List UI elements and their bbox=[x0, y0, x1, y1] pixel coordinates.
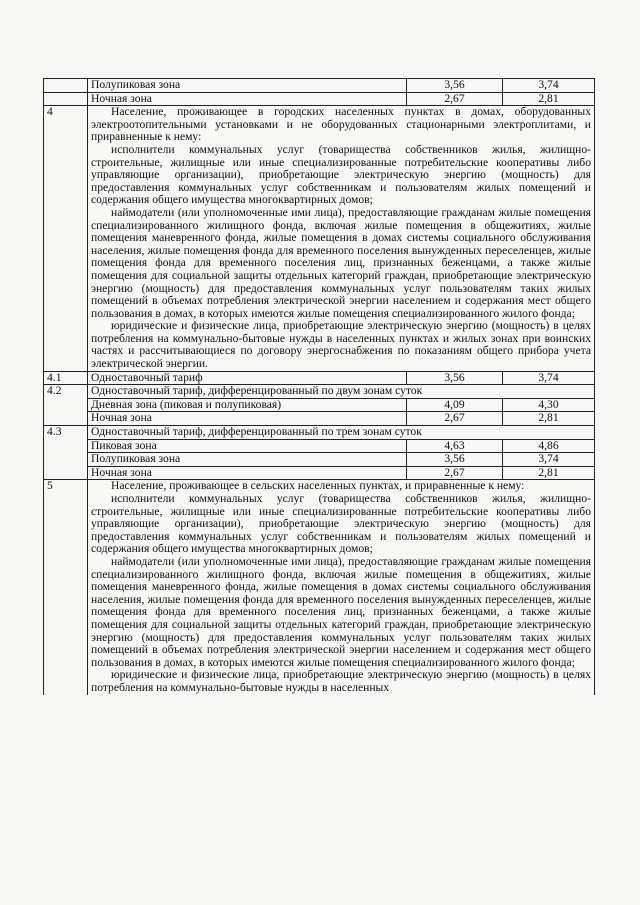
row-number bbox=[44, 79, 88, 93]
paragraph: Население, проживающее в сельских населенных пунктах, и приравненные к нему: bbox=[111, 479, 525, 493]
zone-label: Полупиковая зона bbox=[88, 453, 407, 467]
paragraph: исполнители коммунальных услуг (товарищества собственников жилья, жилищно-строительные, жилищные или иные специализированные потребительские кооперативы либо управляющие организации), приобретающие электрическую энергию (мощность) для предоставления коммунальных услуг собственникам и пользователям жилых помещений и содержания общего имущества многоквартирных домов; bbox=[91, 492, 591, 556]
tariff-label: Одноставочный тариф, дифференцированный по двум зонам суток bbox=[88, 385, 595, 399]
paragraph: юридические и физические лица, приобретающие электрическую энергию (мощность) в целях потребления на коммунально-бытовые нужды в населенных пунктах и жилых зонах при воинских частях и рассчитывающиеся по договору энергоснабжения по показаниям общего прибора учета электрической энергии. bbox=[91, 319, 591, 371]
tariff-value-2: 4,30 bbox=[503, 398, 595, 412]
table-row bbox=[44, 439, 595, 453]
section-description bbox=[88, 480, 595, 695]
tariff-label: Одноставочный тариф bbox=[88, 371, 407, 385]
tariff-value-2: 2,81 bbox=[503, 466, 595, 480]
table-row bbox=[44, 92, 595, 106]
table-row bbox=[44, 398, 595, 412]
table-row bbox=[44, 412, 595, 426]
tariff-value-2: 2,81 bbox=[503, 412, 595, 426]
table-row bbox=[44, 466, 595, 480]
tariff-label: Одноставочный тариф, дифференцированный по трем зонам суток bbox=[88, 426, 595, 440]
zone-label: Ночная зона bbox=[88, 92, 407, 106]
zone-label: Пиковая зона bbox=[88, 439, 407, 453]
tariff-table bbox=[43, 78, 595, 695]
paragraph: наймодатели (или уполномоченные ими лица), предоставляющие гражданам жилые помещения специализированного жилищного фонда, включая жилые помещения в общежитиях, жилые помещения маневренного фонда, жилые помещения в домах системы социального обслуживания населения, жилые помещения фонда для временного поселения вынужденных переселенцев, жилые помещения фонда для временного поселения лиц, признанных беженцами, а также жилые помещения для социальной защиты отдельных категорий граждан, приобретающие электрическую энергию (мощность) для предоставления коммунальных услуг пользователям таких жилых помещений в объемах потребления электрической энергии населением и содержания мест общего пользования в домах, в которых имеются жилые помещения специализированного жилого фонда; bbox=[91, 554, 591, 669]
paragraph: исполнители коммунальных услуг (товарищества собственников жилья, жилищно-строительные, жилищные или иные специализированные потребительские кооперативы либо управляющие организации), приобретающие электрическую энергию (мощность) для предоставления коммунальных услуг собственникам и пользователям жилых помещений и содержания общего имущества многоквартирных домов; bbox=[91, 142, 591, 207]
table-row bbox=[44, 453, 595, 467]
tariff-value-1: 2,67 bbox=[407, 466, 503, 480]
tariff-value-1: 4,63 bbox=[407, 439, 503, 453]
tariff-value-2: 4,86 bbox=[503, 439, 595, 453]
section-row-5 bbox=[44, 480, 595, 695]
tariff-value-1: 2,67 bbox=[407, 412, 503, 426]
zone-label: Дневная зона (пиковая и полупиковая) bbox=[88, 398, 407, 412]
row-number bbox=[44, 92, 88, 106]
tariff-value-1: 3,56 bbox=[407, 79, 503, 93]
tariff-value-1: 3,56 bbox=[407, 371, 503, 385]
row-number: 4.1 bbox=[44, 371, 88, 385]
row-number: 5 bbox=[44, 480, 88, 695]
row-number: 4 bbox=[44, 106, 88, 371]
zone-label: Полупиковая зона bbox=[88, 79, 407, 93]
paragraph: юридические и физические лица, приобретающие электрическую энергию (мощность) в целях потребления на коммунально-бытовые нужды в населенных bbox=[91, 668, 591, 694]
row-number: 4.2 bbox=[44, 385, 88, 426]
tariff-value-2: 3,74 bbox=[503, 453, 595, 467]
table-row bbox=[44, 371, 595, 385]
section-description bbox=[88, 106, 595, 371]
tariff-value-1: 3,56 bbox=[407, 453, 503, 467]
tariff-value-1: 2,67 bbox=[407, 92, 503, 106]
table-row bbox=[44, 385, 595, 399]
section-row-4 bbox=[44, 106, 595, 371]
row-number: 4.3 bbox=[44, 426, 88, 480]
tariff-value-2: 3,74 bbox=[503, 79, 595, 93]
zone-label: Ночная зона bbox=[88, 412, 407, 426]
zone-label: Ночная зона bbox=[88, 466, 407, 480]
paragraph: Население, проживающее в городских населенных пунктах в домах, оборудованных электроотопительными установками и не оборудованных стационарными электроплитами, и приравненные к нему: bbox=[91, 105, 591, 144]
tariff-value-2: 3,74 bbox=[503, 371, 595, 385]
paragraph: наймодатели (или уполномоченные ими лица), предоставляющие гражданам жилые помещения специализированного жилищного фонда, включая жилые помещения в общежитиях, жилые помещения маневренного фонда, жилые помещения в домах системы социального обслуживания населения, жилые помещения фонда для временного поселения вынужденных переселенцев, жилые помещения фонда для временного поселения лиц, признанных беженцами, а также жилые помещения для социальной защиты отдельных категорий граждан, приобретающие электрическую энергию (мощность) для предоставления коммунальных услуг пользователям таких жилых помещений в объемах потребления электрической энергии населением и содержания мест общего пользования в домах, в которых имеются жилые помещения специализированного жилого фонда; bbox=[91, 205, 591, 320]
tariff-value-1: 4,09 bbox=[407, 398, 503, 412]
table-row bbox=[44, 426, 595, 440]
table-row bbox=[44, 79, 595, 93]
tariff-value-2: 2,81 bbox=[503, 92, 595, 106]
